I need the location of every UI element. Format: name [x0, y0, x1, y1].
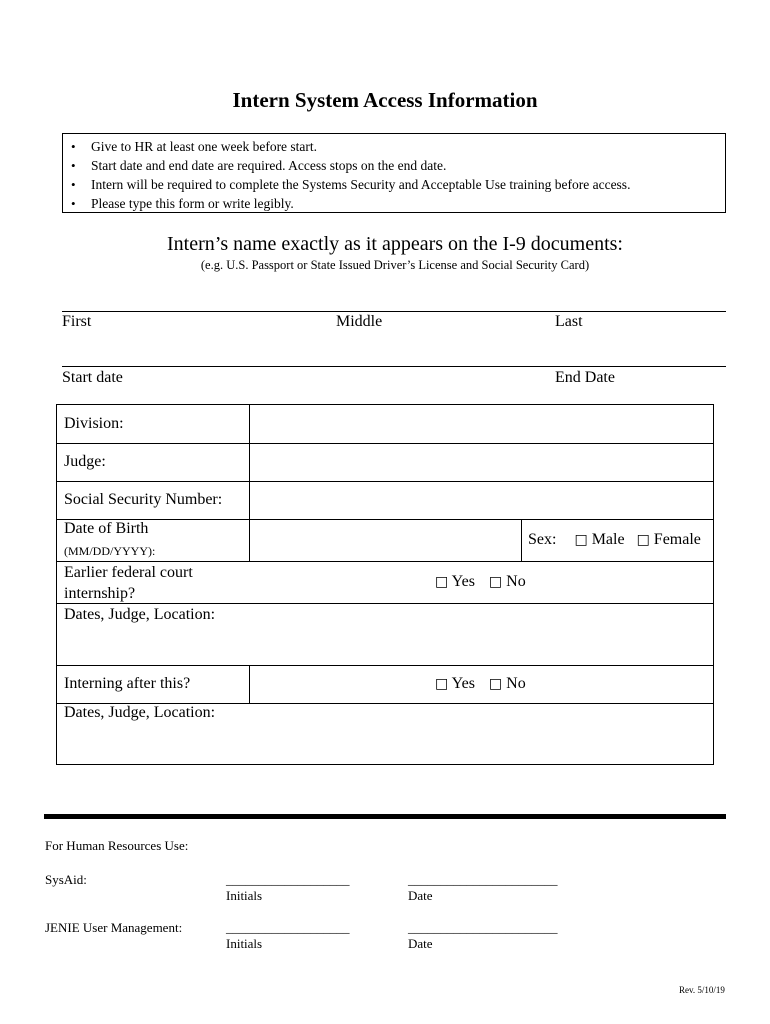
- instructions-box: [62, 133, 726, 213]
- section-divider: [44, 814, 726, 819]
- jenie-date-label: Date: [408, 936, 433, 951]
- earlier-details-label: Dates, Judge, Location:: [64, 606, 216, 623]
- sysaid-initials-label: Initials: [226, 888, 263, 903]
- earlier-yes-label: Yes: [451, 573, 475, 590]
- sysaid-date-line[interactable]: _______________________: [408, 872, 558, 887]
- dob-label: Date of Birth: [64, 520, 149, 537]
- after-details-field[interactable]: [64, 725, 704, 761]
- earlier-no-label: No: [506, 573, 526, 590]
- dob-format-label: (MM/DD/YYYY):: [64, 544, 156, 558]
- first-name-label: First: [62, 313, 92, 330]
- division-label: Division:: [64, 415, 124, 432]
- end-date-label: End Date: [555, 369, 615, 386]
- judge-label: Judge:: [64, 453, 106, 470]
- bullet-icon: •: [71, 177, 76, 192]
- judge-field[interactable]: [251, 444, 711, 480]
- bullet-icon: •: [71, 139, 76, 154]
- instructions-list: [63, 134, 725, 213]
- male-label: Male: [591, 531, 625, 548]
- ssn-label: Social Security Number:: [64, 491, 223, 508]
- jenie-initials-line[interactable]: ___________________: [226, 920, 350, 935]
- date-input-line[interactable]: [62, 366, 726, 367]
- form-title: Intern System Access Information: [232, 88, 538, 112]
- after-no-checkbox[interactable]: □: [488, 676, 503, 692]
- bullet-icon: •: [71, 196, 76, 211]
- instruction-item: • Please type this form or write legibly.: [71, 196, 294, 211]
- sex-label: Sex:: [528, 531, 557, 548]
- name-subheading: (e.g. U.S. Passport or State Issued Driver’s License and Social Security Card): [200, 258, 590, 272]
- last-name-label: Last: [555, 313, 583, 330]
- sysaid-initials-line[interactable]: ___________________: [226, 872, 350, 887]
- female-label: Female: [653, 531, 701, 548]
- sex-selector: [528, 531, 701, 549]
- after-yes-checkbox[interactable]: □: [435, 676, 449, 692]
- hr-use-heading: For Human Resources Use:: [45, 838, 189, 853]
- earlier-details-field[interactable]: [64, 627, 704, 663]
- middle-name-label: Middle: [336, 313, 383, 330]
- earlier-no-checkbox[interactable]: □: [488, 574, 503, 590]
- division-field[interactable]: [251, 406, 711, 442]
- sysaid-label: SysAid:: [45, 872, 87, 887]
- instruction-item: • Intern will be required to complete the Systems Security and Acceptable Use training before access.: [71, 177, 631, 192]
- interning-after-choice: [435, 675, 526, 693]
- after-details-label: Dates, Judge, Location:: [64, 704, 216, 721]
- after-no-label: No: [506, 675, 526, 692]
- instruction-item: • Start date and end date are required. Access stops on the end date.: [71, 158, 447, 173]
- jenie-label: JENIE User Management:: [45, 920, 183, 935]
- jenie-initials-label: Initials: [226, 936, 263, 951]
- start-date-label: Start date: [62, 369, 123, 386]
- earlier-internship-choice: [435, 573, 526, 591]
- ssn-field[interactable]: [251, 482, 711, 518]
- earlier-internship-label: Earlier federal court internship?: [64, 564, 193, 602]
- dob-field[interactable]: [251, 520, 519, 560]
- instruction-item: • Give to HR at least one week before start.: [71, 139, 318, 154]
- earlier-yes-checkbox[interactable]: □: [435, 574, 449, 590]
- after-yes-label: Yes: [451, 675, 475, 692]
- bullet-icon: •: [71, 158, 76, 173]
- male-checkbox[interactable]: □: [574, 532, 588, 548]
- intern-info-table: [56, 404, 714, 765]
- interning-after-label: Interning after this?: [64, 675, 191, 692]
- female-checkbox[interactable]: □: [636, 532, 650, 548]
- sysaid-date-label: Date: [408, 888, 433, 903]
- name-input-line[interactable]: [62, 311, 726, 312]
- jenie-date-line[interactable]: _______________________: [408, 920, 558, 935]
- revision-label: Rev. 5/10/19: [679, 985, 725, 995]
- name-heading: Intern’s name exactly as it appears on the I-9 documents:: [167, 233, 623, 255]
